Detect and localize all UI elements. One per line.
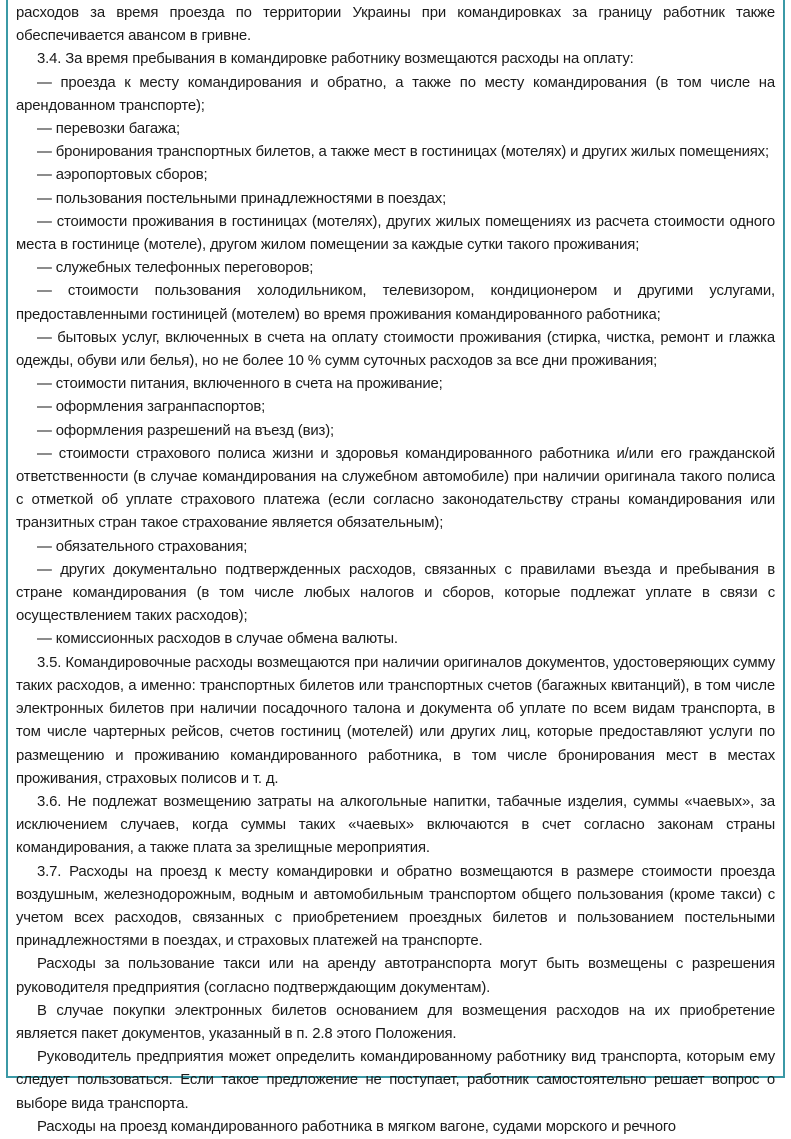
paragraph: 3.6. Не подлежат возмещению затраты на алкогольные напитки, табачные изделия, суммы «чаевых», за исключением случаев, когда суммы таких «чаевых» включаются в счет согласно законам страны командирования, а также плата за зрелищные мероприятия. <box>16 793 775 857</box>
list-item: — проезда к месту командирования и обратно, а также по месту командирования (в том числе на арендованном транспорте); <box>16 74 775 114</box>
list-item: — стоимости проживания в гостиницах (мотелях), других жилых помещениях из расчета стоимости одного места в гостинице (мотеле), другом жилом помещении за каждые сутки такого проживания; <box>16 213 775 254</box>
list-item: — стоимости питания, включенного в счета на проживание; <box>37 376 443 393</box>
paragraph: 3.5. Командировочные расходы возмещаются при наличии оригиналов документов, удостоверяющих сумму таких расходов, а именно: транспортных билетов или транспортных счетов (багажных квитанций), в том числе электронных билетов при наличии посадочного талона и документа об уплате по всем видам транспорта, в том числе чартерных рейсов, счетов гостиниц (мотелей) или других лиц, которые предоставляют услуги по размещению и проживанию командированного работника, в том числе бронирования мест в местах проживания, страховых полисов и т. д. <box>16 654 775 787</box>
list-item: — оформления разрешений на въезд (виз); <box>37 422 334 439</box>
paragraph: 3.4. За время пребывания в командировке работнику возмещаются расходы на оплату: <box>37 51 634 68</box>
paragraph: В случае покупки электронных билетов основанием для возмещения расходов на их приобретение является пакет документов, указанный в п. 2.8 этого Положения. <box>16 1002 775 1042</box>
list-item: — служебных телефонных переговоров; <box>37 260 314 277</box>
list-item: — пользования постельными принадлежностями в поездах; <box>37 190 447 207</box>
paragraph: Расходы за пользование такси или на аренду автотранспорта могут быть возмещены с разрешения руководителя предприятия (согласно подтверждающим документам). <box>16 956 775 996</box>
paragraph: 3.7. Расходы на проезд к месту командировки и обратно возмещаются в размере стоимости проезда воздушным, железнодорожным, водным и автомобильным транспортом общего пользования (кроме такси) с учетом всех расходов, связанных с приобретением проездных билетов и пользованием постельными принадлежностями в поездах, и страховых платежей на транспорте. <box>16 863 775 950</box>
paragraph: Руководитель предприятия может определить командированному работнику вид транспорта, которым ему следует пользоваться. Если такое предложение не поступает, работник самостоятельно решает вопрос о выборе вида транспорта. <box>16 1049 775 1112</box>
list-item: — оформления загранпаспортов; <box>37 399 266 416</box>
list-item: — стоимости пользования холодильником, телевизором, кондиционером и другими услугами, предоставленными гостиницей (мотелем) во время проживания командированного работника; <box>16 283 775 323</box>
list-item: — комиссионных расходов в случае обмена валюты. <box>37 631 398 648</box>
list-item: — бытовых услуг, включенных в счета на оплату стоимости проживания (стирка, чистка, ремонт и глажка одежды, обуви или белья), но не более 10 % сумм суточных расходов за все дни проживания; <box>16 329 775 370</box>
list-item: — стоимости страхового полиса жизни и здоровья командированного работника и/или его гражданской ответственности (в случае командирования на служебном автомобиле) при наличии оригинала такого полиса с отметкой об уплате страхового платежа (если согласно законодательству страны командирования или транзитных стран такое страхование является обязательным); <box>16 445 775 532</box>
document-body <box>16 2 775 1139</box>
list-item: — бронирования транспортных билетов, а также мест в гостиницах (мотелях) и других жилых помещениях; <box>37 144 769 161</box>
list-item: — обязательного страхования; <box>37 538 248 555</box>
paragraph: Расходы на проезд командированного работника в мягком вагоне, судами морского и речного <box>37 1118 676 1135</box>
paragraph: расходов за время проезда по территории Украины при командировках за границу работник также обеспечивается авансом в гривне. <box>16 5 775 45</box>
list-item: — других документально подтвержденных расходов, связанных с правилами въезда и пребывания в стране командирования (в том числе любых налогов и сборов, которые подлежат уплате в связи с осуществлением таких расходов); <box>16 561 775 625</box>
list-item: — аэропортовых сборов; <box>37 167 208 184</box>
list-item: — перевозки багажа; <box>37 121 180 138</box>
